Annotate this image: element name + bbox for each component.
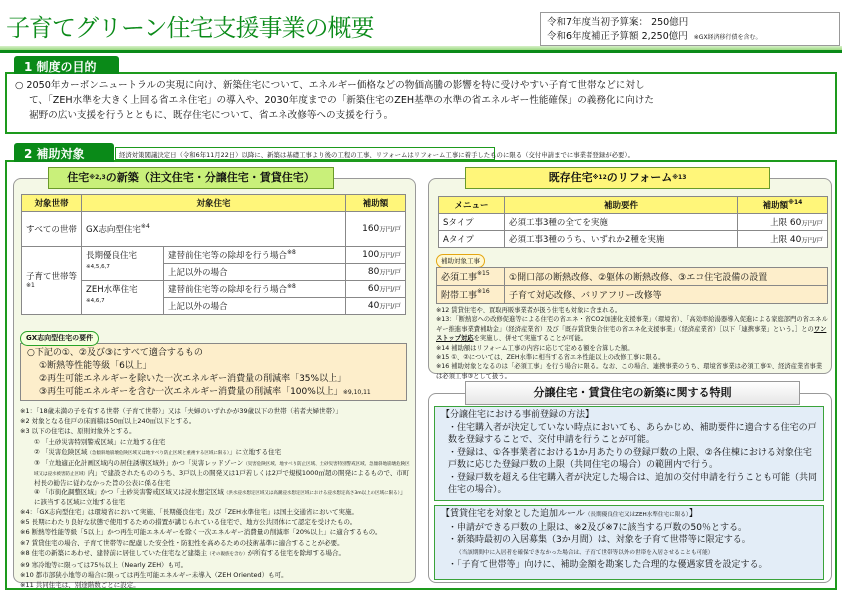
table-row (437, 286, 828, 304)
household-child-label: 子育て世帯等 (26, 271, 78, 282)
footnote-3-2 (20, 447, 412, 459)
case-demolish-text: 建替前住宅等の除却を行う場合 (168, 251, 288, 261)
budget-line-2 (547, 30, 833, 45)
work-required-name: 必須工事 (441, 273, 478, 283)
header-reform-amount-sup: ※14 (788, 199, 803, 206)
reform-table (438, 196, 828, 248)
cap-label: 上限 (770, 218, 788, 228)
reform-title-pre: 既存住宅 (548, 171, 593, 184)
case-demolish (164, 247, 346, 264)
footnote-1: ※1：「18歳未満の子を有する世帯（子育て世帯）」又は「夫婦のいずれかが39歳以下の世帯（若者夫婦世帯）」 (20, 407, 342, 415)
work-additional (437, 286, 505, 304)
amount-a (738, 231, 828, 248)
case-demolish-sup: ※8 (287, 249, 296, 256)
footnote-6: ※6 断熱等性能等級「5以上」かつ再生可能エネルギーを除く一次エネルギー消費量の削減率「20%以上」に適合するもの。 (20, 528, 382, 537)
budget-box (540, 12, 840, 46)
budget-line-2-text: 令和6年度補正予算額 2,250億円 (547, 31, 688, 42)
fn-8-b: が所有する住宅を除却する場合。 (247, 548, 345, 557)
works-label: 補助対象工事 (436, 254, 485, 268)
new-build-table (21, 194, 406, 315)
case-demolish (164, 281, 346, 298)
house-gx (82, 212, 346, 247)
amount-value: 60 (789, 218, 802, 228)
gx-item-1: ①断熱等性能等級「6以上」 (39, 361, 152, 371)
rental-subnote: （当該期間中に入居者を確保できなかった場合は、子育て世帯等以外の世帯を入居させることも可能） (456, 549, 714, 556)
rental-item-1: ・申請ができる戸数の上限は、※2及び※7に該当する戸数の50％とする。 (448, 522, 747, 533)
amount-value: 60 (367, 284, 380, 294)
work-required-desc: ①開口部の断熱改修、②躯体の断熱改修、③エコ住宅設備の設置 (505, 268, 828, 286)
new-build-title (48, 167, 334, 189)
footnote-9: ※9 寒冷地等に限っては75％以上（Nearly ZEH）も可。 (20, 561, 188, 570)
house-long-term-sup: ※4,5,6,7 (86, 264, 110, 270)
menu-a: Aタイプ (439, 231, 505, 248)
house-long-term-name: 長期優良住宅 (86, 251, 138, 261)
fn-3-4-a: ④ 「市街化調整区域」かつ「土砂災害警戒区域又は浸水想定区域 (34, 488, 224, 497)
purpose-line-3: 裾野の広い支援を行うとともに、既存住宅について、省エネ改修等への支援を行う。 (29, 110, 394, 121)
house-gx-name: GX志向型住宅 (86, 225, 141, 235)
fn-3-3-b: 内」で建設されたもののうち、3戸以上の開発又は1戸若しくは2戸で規模1000㎡超の開発によるもので、市町村長の勧告に従わなかった旨の公表に係る住宅 (34, 469, 410, 488)
amount-gx (346, 212, 406, 247)
amount-unit: 万円/戸 (379, 302, 401, 310)
fn-3-3-small: （災害危険区域、地すべり防止区域、土砂災害特別警戒区域、急傾斜地崩壊危険区域又は浸水被害防止区域） (34, 462, 410, 478)
reform-title-sup2: ※13 (672, 174, 687, 181)
presale-head: 【分譲住宅における事前登録の方法】 (441, 410, 595, 420)
rental-head-small: （長期優良住宅又はZEH水準住宅に限る） (584, 512, 689, 518)
footnote-5: ※5 長期にわたり良好な状態で使用するための措置が講じられている住宅で、地方公共団体にて認定を受けたもの。 (20, 518, 357, 527)
rental-box (434, 505, 824, 580)
table-row (22, 212, 406, 247)
amount-unit: 万円/戸 (379, 268, 401, 276)
purpose-text (7, 74, 835, 123)
amount-value: 80 (367, 267, 380, 277)
header-requirement: 補助要件 (505, 197, 738, 214)
amount-unit: 万円/戸 (379, 285, 401, 293)
footnote-2: ※2 対象となる住戸の床面積は50㎡以上240㎡以下とする。 (20, 417, 196, 426)
header-reform-amount (738, 197, 828, 214)
header-reform-amount-text: 補助額 (762, 201, 789, 211)
fn-3-2-b: 」に立地する住宅 (229, 447, 282, 456)
fn-3-2-a: ② 「災害危険区域 (34, 447, 88, 456)
amount-value: 100 (362, 250, 380, 260)
table-row (437, 268, 828, 286)
footnote-14: ※14 補助額はリフォーム工事の内容に応じて定める額を合算した額。 (436, 344, 634, 352)
fn-3-3-a: ③ 「立地適正化計画区域内の居住誘導区域外」かつ「災害レッドゾーン (34, 459, 244, 468)
house-long-term (82, 247, 164, 281)
amount-unit: 万円/戸 (801, 219, 823, 227)
req-a: 必須工事3種のうち、いずれか2種を実施 (505, 231, 738, 248)
page-title: 子育てグリーン住宅支援事業の概要 (6, 14, 374, 42)
cap-label: 上限 (770, 235, 788, 245)
gx-requirements-label: GX志向型住宅の要件 (20, 331, 99, 346)
amount-gx-value: 160 (362, 224, 380, 234)
rental-head-end: 】 (688, 509, 698, 519)
footnote-8 (20, 548, 412, 560)
table-row (439, 231, 828, 248)
purpose-line-2: て、「ZEH水準を大きく上回る省エネ住宅」の導入や、2030年度までの「新築住宅のZEH基準の水準の省エネルギー性能確保」の義務化に向けた (29, 95, 654, 106)
work-additional-desc: 子育て対応改修、バリアフリー改修等 (505, 286, 828, 304)
case-other: 上記以外の場合 (164, 298, 346, 315)
household-child (22, 247, 82, 315)
case-demolish-sup: ※8 (287, 283, 296, 290)
section-1-label: 1 制度の目的 (14, 56, 119, 74)
budget-line-1: 令和7年度当初予算案： 250億円 (547, 17, 689, 28)
amount-zeh-other (346, 298, 406, 315)
new-build-title-post: の新築（注文住宅・分譲住宅・賃貸住宅） (105, 171, 315, 184)
table-row (22, 247, 406, 264)
fn-8-a: ※8 住宅の新築にあわせ、建替前に居住していた住宅など建築主 (20, 548, 207, 557)
special-title: 分譲住宅・賃貸住宅の新築に関する特則 (465, 381, 800, 405)
work-required (437, 268, 505, 286)
section-2-note: 経済対策閣議決定日（令和6年11月22日）以降に、新築は基礎工事より後の工程の工事、リフォームはリフォーム工事に着手したものに限る（交付申請までに事業者登録が必要）。 (115, 147, 495, 160)
footnotes-right (436, 306, 828, 381)
menu-s: Sタイプ (439, 214, 505, 231)
footnote-16: ※16 補助対象となるのは「必須工事」を行う場合に限る。なお、この場合、連携事業のうち、環境省事業は必須工事①、経済産業省事業は必須工事③として扱う。 (436, 363, 823, 380)
req-s: 必須工事3種の全てを実施 (505, 214, 738, 231)
amount-value: 40 (789, 235, 802, 245)
house-gx-sup: ※4 (140, 223, 150, 230)
case-demolish-text: 建替前住宅等の除却を行う場合 (168, 285, 288, 295)
gx-item-3 (27, 386, 400, 399)
work-required-sup: ※15 (477, 270, 490, 277)
section-2-label: 2 補助対象 (14, 143, 114, 162)
amount-unit: 万円/戸 (379, 251, 401, 259)
amount-unit: 万円/戸 (801, 236, 823, 244)
header-menu: メニュー (439, 197, 505, 214)
footnote-3: ※3 以下の住宅は、原則対象外とする。 (20, 427, 136, 436)
reform-title-sup1: ※12 (592, 174, 607, 181)
footnote-3-1: ① 「土砂災害特別警戒区域」に立地する住宅 (34, 437, 166, 446)
rental-item-3: ・「子育て世帯等」向けに、補助金額を勘案した合理的な優遇家賃を設定する。 (448, 560, 768, 570)
footnote-4: ※4：「GX志向型住宅」は環境省において実施、「長期優良住宅」及び「ZEH水準住宅」は国土交通省において実施。 (20, 508, 359, 517)
budget-note: ※GX経済移行債を含む。 (693, 34, 762, 41)
reform-title-mid: のリフォーム (606, 171, 673, 184)
header-amount: 補助額 (346, 195, 406, 212)
table-row (439, 214, 828, 231)
footnote-3-3 (20, 459, 412, 488)
work-additional-sup: ※16 (477, 288, 490, 295)
presale-box (434, 406, 824, 501)
footnote-15: ※15 ①、②については、ZEH水準に相当する省エネ性能以上の改修工事に限る。 (436, 354, 665, 362)
amount-s (738, 214, 828, 231)
footnote-11: ※11 共同住宅は、別途階数ごとに設定。 (20, 581, 140, 590)
footnote-7: ※7 賃貸住宅の場合、子育て世帯等に配慮した安全性・防犯性を高めるための技術基準に適合することが必要。 (20, 538, 344, 547)
rental-head: 【賃貸住宅を対象とした追加ルール (441, 509, 585, 519)
gx-item-2: ②再生可能エネルギーを除いた一次エネルギー消費量の削減率「35%以上」 (39, 374, 347, 384)
new-build-title-sup: ※2,3 (89, 174, 106, 181)
gx-item-3-sup: ※9,10,11 (342, 389, 371, 396)
fn-8-small: （その親族を含む） (206, 551, 248, 557)
case-other: 上記以外の場合 (164, 264, 346, 281)
amount-value: 40 (367, 301, 380, 311)
footnote-12: ※12 賃貸住宅や、買取再販事業者が扱う住宅も対象に含まれる。 (436, 307, 622, 314)
header-household: 対象世帯 (22, 195, 82, 212)
gx-requirements-box (20, 343, 407, 401)
footnotes-left (20, 406, 412, 591)
footnote-13 (436, 315, 828, 343)
header-house: 対象住宅 (82, 195, 346, 212)
fn-13-b: を実施し、併せて実施することが可能。 (473, 335, 587, 343)
fn-3-4-small: （洪水浸水想定区域又は高潮浸水想定区域における浸水想定高さ3m以上の区域に限る） (223, 491, 400, 497)
amount-long-other (346, 264, 406, 281)
purpose-line-1: ○ 2050年カーボンニュートラルの実現に向け、新築住宅について、エネルギー価格などの物価高騰の影響を特に受けやすい子育て世帯などに対し (15, 80, 645, 91)
one-stop-link: ワンストップ対応 (436, 325, 827, 343)
gx-item-3-text: ③再生可能エネルギーを含む一次エネルギー消費量の削減率「100%以上」 (39, 387, 343, 397)
presale-item-2: ・登録は、①各事業者における1か月あたりの登録戸数の上限、②各住棟における対象住宅戸数に応じた登録戸数の上限（共同住宅の場合）の範囲内で行う。 (448, 447, 812, 470)
new-build-title-pre: 住宅 (67, 171, 90, 184)
amount-long-demolish (346, 247, 406, 264)
amount-zeh-demolish (346, 281, 406, 298)
fn-3-2-small: （急傾斜地崩壊危険区域又は地すべり防止区域と重複する区域に限る） (87, 450, 230, 456)
household-child-sup: ※1 (26, 281, 35, 289)
footnote-3-4 (20, 488, 412, 507)
work-additional-name: 附帯工事 (441, 291, 478, 301)
presale-item-3: ・登録戸数を超える住宅購入者が決定した場合は、追加の交付申請を行うことも可能（共同住宅の場合）。 (448, 472, 818, 495)
house-zeh-name: ZEH水準住宅 (86, 285, 138, 295)
fn-13-a: ※13：「断熱窓への改修促進等による住宅の省エネ・省CO2加速化支援事業」（環境省）、「高効率給湯器導入促進による家庭部門の省エネルギー推進事業費補助金」（経済産業省）及び「既存賃貸集合住宅の省エネ化支援事業」（経済産業省）［以下「連携事業」という。］との (436, 316, 828, 333)
fn-3-4-b: 」に該当する区域に立地する住宅 (34, 488, 407, 507)
works-table (436, 267, 828, 304)
amount-gx-unit: 万円/戸 (379, 225, 401, 233)
presale-item-1: ・住宅購入者が決定していない時点においても、あらかじめ、補助要件に適合する住宅の戸数を登録することで、交付申請を行うことが可能。 (448, 422, 817, 445)
section-purpose (5, 72, 837, 134)
footnote-10: ※10 都市部狭小地等の場合に限っては再生可能エネルギー未導入（ZEH Oriented）も可。 (20, 571, 288, 580)
header-divider-dark (0, 50, 842, 53)
rental-item-2: ・新築時最初の入居募集（3か月間）は、対象を子育て世帯等に限定する。 (448, 535, 751, 545)
house-zeh (82, 281, 164, 315)
household-all: すべての世帯 (22, 212, 82, 247)
reform-title (465, 167, 770, 189)
house-zeh-sup: ※4,6,7 (86, 298, 105, 304)
gx-intro: ○下記の①、②及び③にすべて適合するもの (27, 348, 203, 358)
